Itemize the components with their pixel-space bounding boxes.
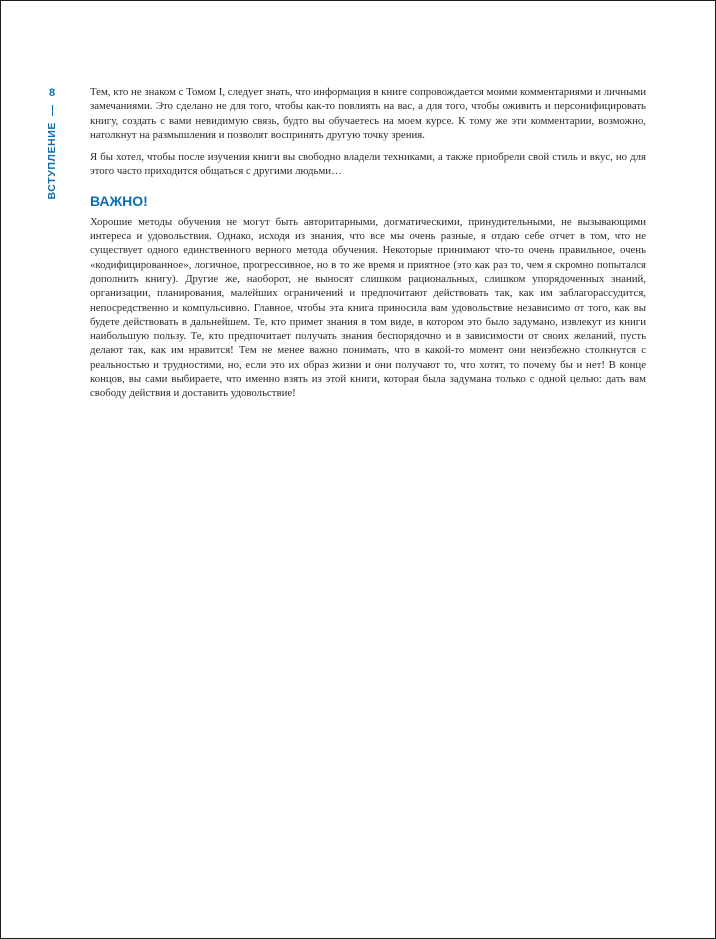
important-heading: ВАЖНО! — [90, 192, 148, 209]
page-content — [90, 85, 646, 401]
intro-paragraph-1: Тем, кто не знаком с Томом I, следует знать, что информация в книге сопровождается моими комментариями и личными замечаниями. Это сделано не для того, чтобы как-то повлиять на вас, а для того, чтобы оживить и персонифицировать книгу, создать с вами невидимую связь, будто вы обучаетесь на моем курсе. К тому же эти комментарии, возможно, натолкнут на размышления и позволят воспринять другую точку зрения. — [90, 86, 646, 141]
page-number: 8 — [48, 87, 56, 99]
important-paragraph: Хорошие методы обучения не могут быть авторитарными, догматическими, принудительными, не вызывающими интереса и удовольствия. Однако, исходя из знания, что все мы очень разные, я отдаю себе отчет в том, что не существует одного единственного верного метода обучения. Некоторые принимают что-то очень правильное, очень «кодифицированное», логичное, прогрессивное, но в то же время и приятное (это как раз то, чем я скромно попытался дополнить книгу). Другие же, наоборот, не выносят слишком рациональных, слишком упорядоченных знаний, организации, планирования, малейших ограничений и предпочитают действовать так, как им заблагорассудится, непосредственно и компульсивно. Главное, чтобы эта книга приносила вам удовольствие независимо от того, как вы будете действовать в дальнейшем. Те, кто примет знания в том виде, в котором это было задумано, извлекут из книги наибольшую пользу. Те, кто предпочитает получать знания беспорядочно и в зависимости от своих желаний, пусть делают так, как им нравится! Тем не менее важно понимать, что в какой-то момент они неизбежно столкнутся с реальностью и трудностями, но, если это их образ жизни и они получают то, что хотят, то почему бы и нет! В конце концов, вы сами выбираете, что именно взять из этой книги, которая была задумана только с одной целью: дать вам свободу действия и доставить удовольствие! — [90, 215, 646, 400]
running-header — [45, 87, 59, 200]
section-name: ВСТУПЛЕНИЕ — [46, 122, 58, 200]
intro-paragraph-2: Я бы хотел, чтобы после изучения книги вы свободно владели техниками, а также приобрели свой стиль и вкус, но для этого часто приходится общаться с другими людьми… — [90, 151, 646, 178]
header-divider — [52, 105, 53, 116]
